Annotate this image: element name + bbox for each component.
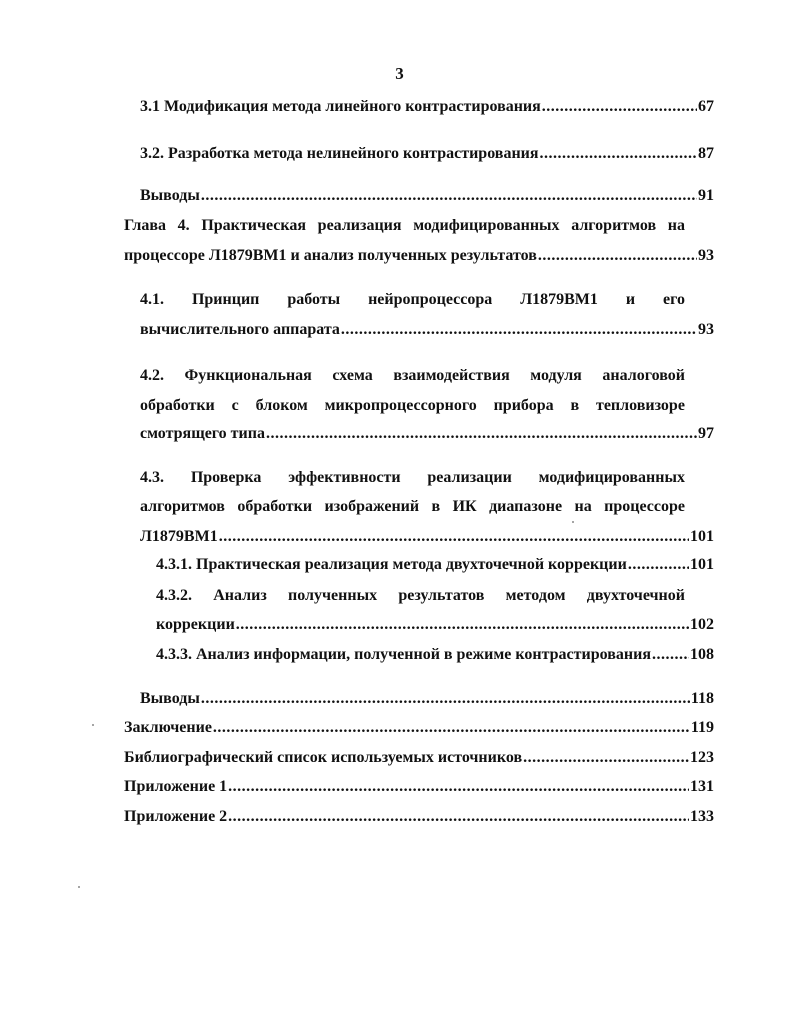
toc-page-number: 131 — [690, 778, 714, 795]
word: полученных — [288, 587, 378, 604]
toc-entry-title: 3.1 Модификация метода линейного контрастирования — [140, 98, 541, 115]
toc-entry-appendix-1[interactable] — [124, 777, 714, 797]
dot-leader — [213, 718, 690, 738]
word: методом — [505, 587, 566, 604]
scan-speck — [572, 521, 574, 523]
toc-entry-3-2[interactable] — [140, 144, 714, 164]
word: взаимодействия — [393, 367, 510, 384]
word: схема — [332, 367, 373, 384]
word: в — [570, 397, 580, 414]
toc-entry-conclusion[interactable] — [124, 718, 714, 738]
dot-leader — [266, 424, 697, 444]
word: 4.1. — [140, 291, 164, 308]
word: на — [574, 498, 592, 515]
word: Проверка — [190, 469, 262, 486]
word: 4.2. — [140, 367, 164, 384]
word: Глава — [124, 217, 166, 234]
toc-entry-3-1[interactable] — [140, 97, 714, 117]
dot-leader — [628, 555, 689, 575]
word: на — [667, 217, 685, 234]
toc-page-number: 133 — [690, 808, 714, 825]
word: эффективности — [288, 469, 401, 486]
toc-entry-conclusions-ch4[interactable] — [140, 689, 714, 709]
dot-leader — [228, 807, 689, 827]
word: обработки — [237, 498, 313, 515]
dot-leader — [236, 615, 689, 635]
toc-entry-title: Л1879ВМ1 — [140, 528, 218, 545]
dot-leader — [201, 186, 697, 206]
word: нейропроцессора — [368, 291, 493, 308]
word: процессоре — [604, 498, 685, 515]
toc-entry-title: Приложение 1 — [124, 778, 228, 795]
dot-leader — [228, 777, 689, 797]
toc-page-number: 93 — [698, 247, 714, 264]
toc-entry-title: 4.3.1. Практическая реализация метода двухточечной коррекции — [156, 556, 627, 573]
word: Л1879ВМ1 — [520, 291, 598, 308]
toc-entry-title: 4.3.3. Анализ информации, полученной в режиме контрастирования — [156, 646, 651, 663]
word: микропроцессорного — [324, 397, 477, 414]
word: в — [431, 498, 441, 515]
toc-entry-title: вычислительного аппарата — [140, 321, 340, 338]
toc-page-number: 67 — [698, 98, 714, 115]
scan-speck — [78, 886, 80, 888]
dot-leader — [652, 645, 689, 665]
word: алгоритмов — [571, 217, 657, 234]
toc-entry-4-1-line1[interactable] — [140, 290, 685, 310]
toc-entry-chapter-4-line2[interactable] — [124, 246, 714, 266]
dot-leader — [219, 527, 689, 547]
word: тепловизоре — [595, 397, 685, 414]
word: аналоговой — [602, 367, 685, 384]
word: реализации — [427, 469, 512, 486]
dot-leader — [538, 246, 697, 266]
word: Анализ — [213, 587, 267, 604]
toc-page-number: 119 — [690, 719, 714, 736]
toc-page-number: 102 — [690, 616, 714, 633]
toc-page-number: 118 — [690, 690, 714, 707]
toc-page-number: 87 — [698, 145, 714, 162]
dot-leader — [542, 97, 697, 117]
toc-entry-title: процессоре Л1879ВМ1 и анализ полученных результатов — [124, 247, 537, 264]
word: алгоритмов — [140, 498, 225, 515]
word: модифицированных — [538, 469, 685, 486]
toc-entry-4-3-1[interactable] — [156, 555, 714, 575]
toc-page-number: 97 — [698, 425, 714, 442]
page-number: 3 — [395, 64, 404, 83]
toc-page-number: 101 — [690, 556, 714, 573]
toc-entry-chapter-4-line1[interactable] — [124, 216, 685, 236]
toc-entry-4-2-line2[interactable] — [140, 396, 685, 416]
toc-entry-title: коррекции — [156, 616, 235, 633]
toc-entry-title: Приложение 2 — [124, 808, 228, 825]
word: прибора — [493, 397, 554, 414]
word: с — [231, 397, 239, 414]
dot-leader — [523, 748, 689, 768]
toc-page-number: 91 — [698, 187, 714, 204]
toc-entry-conclusions-ch3[interactable] — [140, 186, 714, 206]
dot-leader — [341, 320, 697, 340]
toc-entry-title: Библиографический список используемых источников — [124, 749, 523, 766]
word: Функциональная — [184, 367, 312, 384]
word: 4.3. — [140, 469, 164, 486]
toc-page-number: 101 — [690, 528, 714, 545]
scan-speck — [92, 724, 94, 726]
dot-leader — [540, 144, 697, 164]
toc-entry-bibliography[interactable] — [124, 748, 714, 768]
word: обработки — [140, 397, 215, 414]
toc-page-number: 123 — [690, 749, 714, 766]
word: Практическая — [201, 217, 307, 234]
toc-entry-title: смотрящего типа — [140, 425, 265, 442]
toc-entry-appendix-2[interactable] — [124, 807, 714, 827]
toc-entry-4-3-3[interactable] — [156, 645, 714, 665]
word: диапазоне — [489, 498, 563, 515]
dot-leader — [201, 689, 690, 709]
toc-entry-4-3-2-line1[interactable] — [156, 586, 685, 606]
word: ИК — [452, 498, 477, 515]
toc-entry-4-2-line3[interactable] — [140, 424, 714, 444]
word: изображений — [324, 498, 420, 515]
word: и — [625, 291, 636, 308]
toc-page-number: 108 — [690, 646, 714, 663]
word: двухточечной — [586, 587, 685, 604]
word: 4.3.2. — [156, 587, 192, 604]
word: модуля — [530, 367, 582, 384]
toc-entry-title: Заключение — [124, 719, 212, 736]
toc-page-number: 93 — [698, 321, 714, 338]
toc-entry-title: Выводы — [140, 690, 200, 707]
word: его — [662, 291, 685, 308]
toc-entry-4-3-line3[interactable] — [140, 527, 714, 547]
toc-entry-4-2-line1[interactable] — [140, 366, 685, 386]
word: блоком — [255, 397, 308, 414]
toc-entry-title: Выводы — [140, 187, 200, 204]
word: модифицированных — [413, 217, 560, 234]
toc-entry-4-3-line2[interactable] — [140, 497, 685, 517]
toc-entry-4-1-line2[interactable] — [140, 320, 714, 340]
word: результатов — [398, 587, 485, 604]
word: Принцип — [191, 291, 260, 308]
word: реализация — [317, 217, 402, 234]
toc-entry-title: 3.2. Разработка метода нелинейного контрастирования — [140, 145, 539, 162]
toc-entry-4-3-line1[interactable] — [140, 468, 685, 488]
word: 4. — [177, 217, 190, 234]
word: работы — [287, 291, 341, 308]
toc-entry-4-3-2-line2[interactable] — [156, 615, 714, 635]
